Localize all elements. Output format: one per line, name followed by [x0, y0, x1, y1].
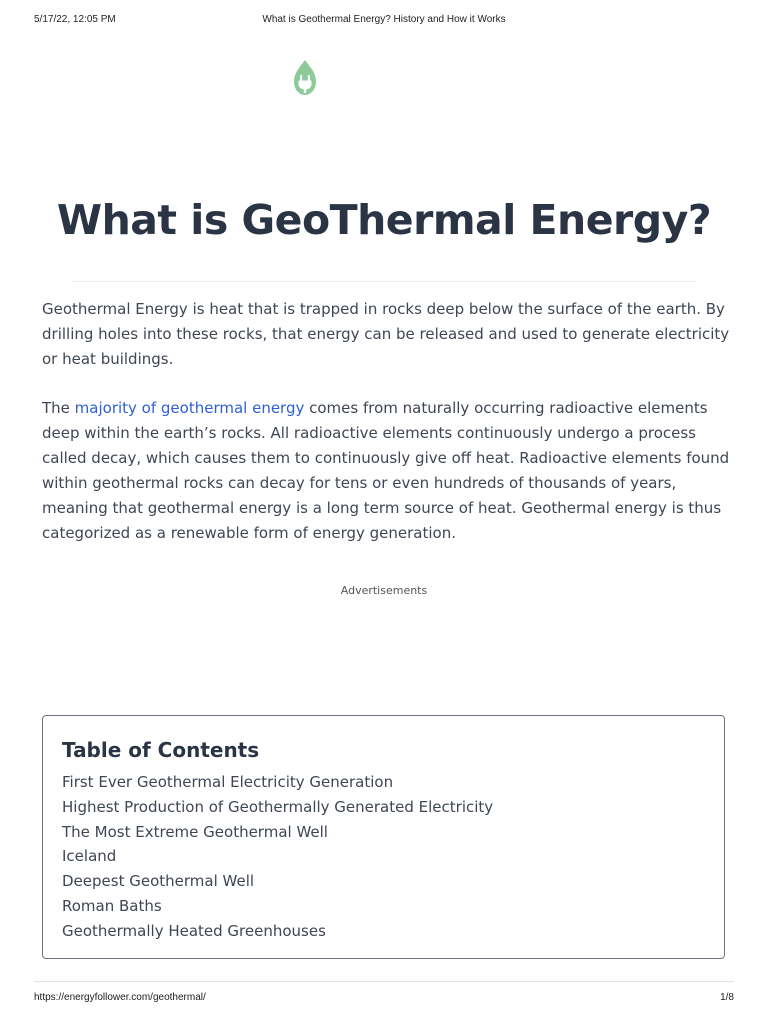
print-header — [34, 14, 734, 30]
paragraph-text-end: comes from naturally occurring radioactive elements deep within the earth’s rocks. All radioactive elements continuously undergo a process called decay, which causes them to continuously give off heat. Radioactive elements found within geothermal rocks can decay for tens or even hundreds of thousands of years, meaning that geothermal energy is a long term source of heat. Geothermal energy is thus categorized as a renewable form of energy generation. — [42, 399, 730, 542]
print-document-title: What is Geothermal Energy? History and How it Works — [262, 14, 506, 25]
majority-geothermal-energy-link[interactable]: majority of geothermal energy — [74, 399, 305, 417]
page-title: What is GeoThermal Energy? — [56, 196, 712, 244]
radioactive-decay-paragraph — [42, 396, 732, 546]
intro-paragraph: Geothermal Energy is heat that is trapped in rocks deep below the surface of the earth. By drilling holes into these rocks, that energy can be released and used to generate electricity or heat buildings. — [42, 300, 730, 368]
print-footer — [34, 992, 734, 1008]
print-page-number: 1/8 — [720, 992, 734, 1003]
toc-list — [62, 770, 705, 944]
print-datetime: 5/17/22, 12:05 PM — [34, 14, 116, 25]
advertisements-label: Advertisements — [340, 584, 428, 597]
toc-item-greenhouses[interactable]: Geothermally Heated Greenhouses — [62, 921, 326, 940]
toc-item-highest-production[interactable]: Highest Production of Geothermally Generated Electricity — [62, 797, 494, 816]
title-divider — [72, 281, 696, 282]
toc-item-first-generation[interactable]: First Ever Geothermal Electricity Generation — [62, 773, 394, 791]
print-url: https://energyfollower.com/geothermal/ — [34, 992, 206, 1003]
toc-item-deepest-well[interactable]: Deepest Geothermal Well — [62, 872, 255, 891]
toc-item-roman-baths[interactable]: Roman Baths — [62, 896, 162, 915]
toc-item-iceland[interactable]: Iceland — [62, 847, 117, 866]
site-logo-icon[interactable] — [290, 58, 320, 98]
paragraph-text-start: The — [42, 399, 75, 417]
footer-divider — [34, 981, 734, 982]
toc-item-extreme-well[interactable]: The Most Extreme Geothermal Well — [62, 822, 328, 841]
table-of-contents — [42, 715, 725, 959]
toc-title: Table of Contents — [62, 738, 260, 762]
